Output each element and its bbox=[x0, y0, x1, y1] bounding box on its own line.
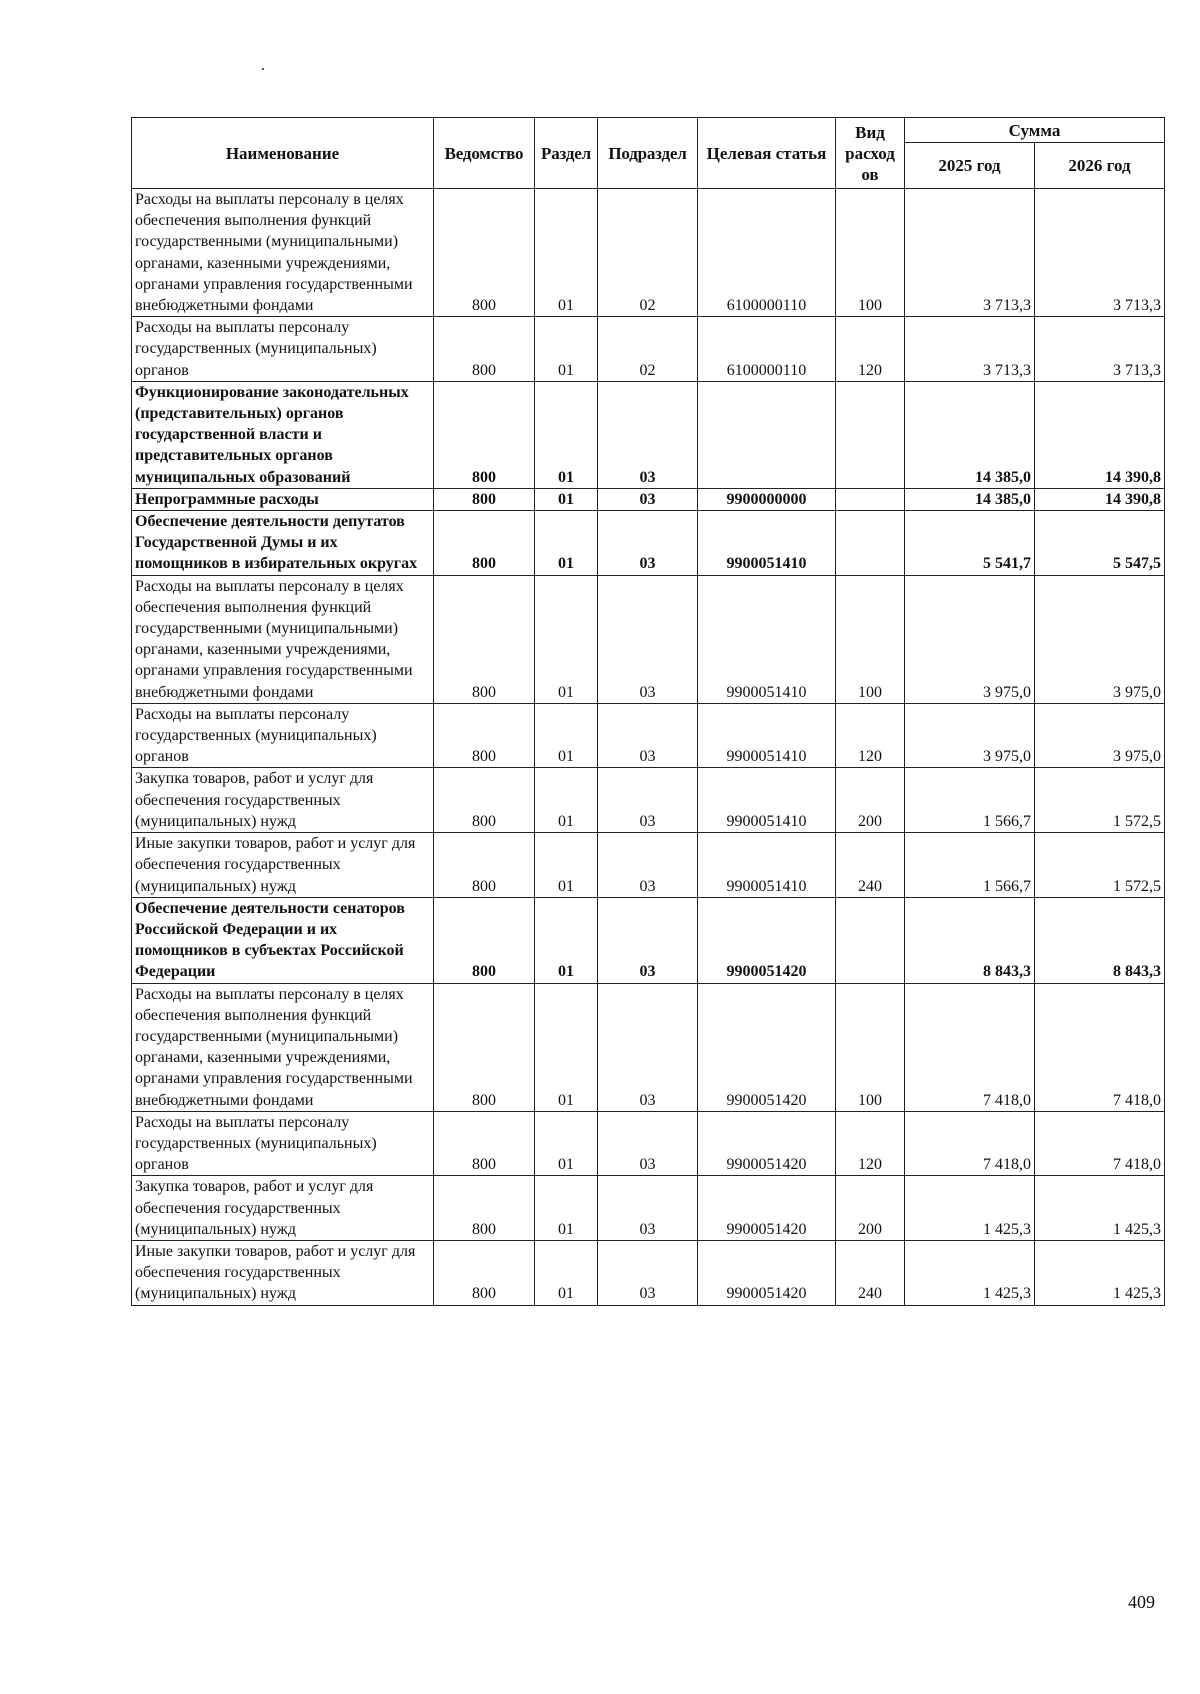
cell-2025: 1 566,7 bbox=[905, 768, 1035, 833]
cell-2026: 5 547,5 bbox=[1035, 511, 1165, 576]
cell-section: 01 bbox=[535, 1111, 598, 1176]
cell-type: 240 bbox=[836, 1240, 905, 1305]
cell-article: 9900051420 bbox=[698, 1240, 836, 1305]
header-sum: Сумма bbox=[905, 118, 1165, 143]
cell-name: Обеспечение деятельности депутатов Государственной Думы и их помощников в избирательных округах bbox=[132, 511, 434, 576]
cell-type: 120 bbox=[836, 703, 905, 768]
cell-section: 01 bbox=[535, 703, 598, 768]
cell-name: Иные закупки товаров, работ и услуг для обеспечения государственных (муниципальных) нужд bbox=[132, 833, 434, 898]
cell-article: 6100000110 bbox=[698, 317, 836, 382]
cell-dept: 800 bbox=[434, 1240, 535, 1305]
cell-2026: 1 425,3 bbox=[1035, 1240, 1165, 1305]
table-row bbox=[132, 511, 1165, 576]
cell-section: 01 bbox=[535, 768, 598, 833]
cell-2025: 14 385,0 bbox=[905, 381, 1035, 488]
cell-name: Расходы на выплаты персоналу государственных (муниципальных) органов bbox=[132, 1111, 434, 1176]
cell-name: Расходы на выплаты персоналу в целях обеспечения выполнения функций государственными (муниципальными) органами, казенными учреждениями, органами управления государственными внебюджетными фондами bbox=[132, 189, 434, 317]
cell-section: 01 bbox=[535, 317, 598, 382]
cell-section: 01 bbox=[535, 381, 598, 488]
cell-type: 100 bbox=[836, 575, 905, 703]
cell-2026: 14 390,8 bbox=[1035, 381, 1165, 488]
cell-2026: 14 390,8 bbox=[1035, 488, 1165, 510]
cell-2025: 7 418,0 bbox=[905, 1111, 1035, 1176]
table-row bbox=[132, 381, 1165, 488]
cell-name: Обеспечение деятельности сенаторов Российской Федерации и их помощников в субъектах Российской Федерации bbox=[132, 897, 434, 983]
cell-2025: 1 425,3 bbox=[905, 1240, 1035, 1305]
cell-2025: 7 418,0 bbox=[905, 983, 1035, 1111]
cell-section: 01 bbox=[535, 488, 598, 510]
cell-2026: 1 572,5 bbox=[1035, 768, 1165, 833]
cell-name: Иные закупки товаров, работ и услуг для обеспечения государственных (муниципальных) нужд bbox=[132, 1240, 434, 1305]
header-2025: 2025 год bbox=[905, 143, 1035, 189]
cell-subsection: 03 bbox=[598, 488, 698, 510]
table-row bbox=[132, 768, 1165, 833]
cell-name: Закупка товаров, работ и услуг для обеспечения государственных (муниципальных) нужд bbox=[132, 1176, 434, 1241]
cell-type bbox=[836, 488, 905, 510]
cell-article: 9900051420 bbox=[698, 983, 836, 1111]
table-row bbox=[132, 1240, 1165, 1305]
cell-section: 01 bbox=[535, 897, 598, 983]
header-name: Наименование bbox=[132, 118, 434, 189]
cell-section: 01 bbox=[535, 189, 598, 317]
cell-2025: 1 425,3 bbox=[905, 1176, 1035, 1241]
cell-dept: 800 bbox=[434, 488, 535, 510]
cell-type: 200 bbox=[836, 768, 905, 833]
cell-name: Функционирование законодательных (представительных) органов государственной власти и представительных органов муниципальных образований bbox=[132, 381, 434, 488]
header-subsection: Подраздел bbox=[598, 118, 698, 189]
cell-subsection: 03 bbox=[598, 575, 698, 703]
cell-dept: 800 bbox=[434, 381, 535, 488]
cell-dept: 800 bbox=[434, 768, 535, 833]
cell-article: 6100000110 bbox=[698, 189, 836, 317]
cell-article: 9900051410 bbox=[698, 575, 836, 703]
cell-2026: 1 572,5 bbox=[1035, 833, 1165, 898]
cell-type: 100 bbox=[836, 189, 905, 317]
cell-2025: 3 713,3 bbox=[905, 317, 1035, 382]
table-row bbox=[132, 189, 1165, 317]
cell-type: 200 bbox=[836, 1176, 905, 1241]
cell-type: 240 bbox=[836, 833, 905, 898]
cell-2026: 3 713,3 bbox=[1035, 189, 1165, 317]
cell-section: 01 bbox=[535, 983, 598, 1111]
cell-type: 120 bbox=[836, 317, 905, 382]
cell-article: 9900051410 bbox=[698, 511, 836, 576]
cell-subsection: 03 bbox=[598, 897, 698, 983]
cell-dept: 800 bbox=[434, 833, 535, 898]
cell-dept: 800 bbox=[434, 575, 535, 703]
cell-2026: 3 975,0 bbox=[1035, 575, 1165, 703]
cell-2025: 1 566,7 bbox=[905, 833, 1035, 898]
cell-name: Расходы на выплаты персоналу государственных (муниципальных) органов bbox=[132, 703, 434, 768]
cell-subsection: 02 bbox=[598, 317, 698, 382]
cell-dept: 800 bbox=[434, 1176, 535, 1241]
table-header bbox=[132, 118, 1165, 189]
cell-subsection: 02 bbox=[598, 189, 698, 317]
cell-dept: 800 bbox=[434, 983, 535, 1111]
cell-article: 9900051420 bbox=[698, 1111, 836, 1176]
cell-2026: 3 975,0 bbox=[1035, 703, 1165, 768]
header-article: Целевая статья bbox=[698, 118, 836, 189]
cell-section: 01 bbox=[535, 833, 598, 898]
header-section: Раздел bbox=[535, 118, 598, 189]
cell-name: Расходы на выплаты персоналу в целях обеспечения выполнения функций государственными (муниципальными) органами, казенными учреждениями, органами управления государственными внебюджетными фондами bbox=[132, 983, 434, 1111]
cell-article: 9900051410 bbox=[698, 703, 836, 768]
cell-subsection: 03 bbox=[598, 768, 698, 833]
cell-article: 9900051420 bbox=[698, 1176, 836, 1241]
cell-subsection: 03 bbox=[598, 1176, 698, 1241]
header-2026: 2026 год bbox=[1035, 143, 1165, 189]
cell-section: 01 bbox=[535, 511, 598, 576]
cell-article: 9900051410 bbox=[698, 768, 836, 833]
cell-2025: 3 713,3 bbox=[905, 189, 1035, 317]
header-type: Вид расход ов bbox=[836, 118, 905, 189]
table-row bbox=[132, 703, 1165, 768]
cell-article: 9900051410 bbox=[698, 833, 836, 898]
cell-2025: 14 385,0 bbox=[905, 488, 1035, 510]
cell-type: 100 bbox=[836, 983, 905, 1111]
cell-section: 01 bbox=[535, 575, 598, 703]
cell-dept: 800 bbox=[434, 189, 535, 317]
cell-article bbox=[698, 381, 836, 488]
cell-2025: 5 541,7 bbox=[905, 511, 1035, 576]
cell-type: 120 bbox=[836, 1111, 905, 1176]
cell-2026: 3 713,3 bbox=[1035, 317, 1165, 382]
cell-2026: 7 418,0 bbox=[1035, 983, 1165, 1111]
scan-speck bbox=[262, 68, 264, 70]
cell-subsection: 03 bbox=[598, 833, 698, 898]
budget-table bbox=[131, 117, 1165, 1306]
cell-dept: 800 bbox=[434, 1111, 535, 1176]
table-row bbox=[132, 983, 1165, 1111]
table-row bbox=[132, 317, 1165, 382]
cell-subsection: 03 bbox=[598, 703, 698, 768]
cell-2026: 7 418,0 bbox=[1035, 1111, 1165, 1176]
cell-2025: 3 975,0 bbox=[905, 575, 1035, 703]
header-dept: Ведомство bbox=[434, 118, 535, 189]
table-row bbox=[132, 1111, 1165, 1176]
table-row bbox=[132, 575, 1165, 703]
cell-article: 9900051420 bbox=[698, 897, 836, 983]
cell-type bbox=[836, 897, 905, 983]
cell-2026: 1 425,3 bbox=[1035, 1176, 1165, 1241]
table-row bbox=[132, 488, 1165, 510]
cell-dept: 800 bbox=[434, 703, 535, 768]
cell-name: Расходы на выплаты персоналу государственных (муниципальных) органов bbox=[132, 317, 434, 382]
page-number: 409 bbox=[1128, 1592, 1155, 1612]
table-row bbox=[132, 897, 1165, 983]
cell-2026: 8 843,3 bbox=[1035, 897, 1165, 983]
cell-subsection: 03 bbox=[598, 983, 698, 1111]
cell-article: 9900000000 bbox=[698, 488, 836, 510]
cell-subsection: 03 bbox=[598, 381, 698, 488]
table-row bbox=[132, 833, 1165, 898]
cell-2025: 8 843,3 bbox=[905, 897, 1035, 983]
table-row bbox=[132, 1176, 1165, 1241]
cell-section: 01 bbox=[535, 1240, 598, 1305]
cell-section: 01 bbox=[535, 1176, 598, 1241]
cell-type bbox=[836, 511, 905, 576]
cell-name: Непрограммные расходы bbox=[132, 488, 434, 510]
cell-2025: 3 975,0 bbox=[905, 703, 1035, 768]
cell-subsection: 03 bbox=[598, 1111, 698, 1176]
cell-subsection: 03 bbox=[598, 511, 698, 576]
cell-name: Закупка товаров, работ и услуг для обеспечения государственных (муниципальных) нужд bbox=[132, 768, 434, 833]
cell-type bbox=[836, 381, 905, 488]
cell-dept: 800 bbox=[434, 317, 535, 382]
cell-dept: 800 bbox=[434, 511, 535, 576]
cell-subsection: 03 bbox=[598, 1240, 698, 1305]
cell-name: Расходы на выплаты персоналу в целях обеспечения выполнения функций государственными (муниципальными) органами, казенными учреждениями, органами управления государственными внебюджетными фондами bbox=[132, 575, 434, 703]
cell-dept: 800 bbox=[434, 897, 535, 983]
table-body bbox=[132, 189, 1165, 1306]
